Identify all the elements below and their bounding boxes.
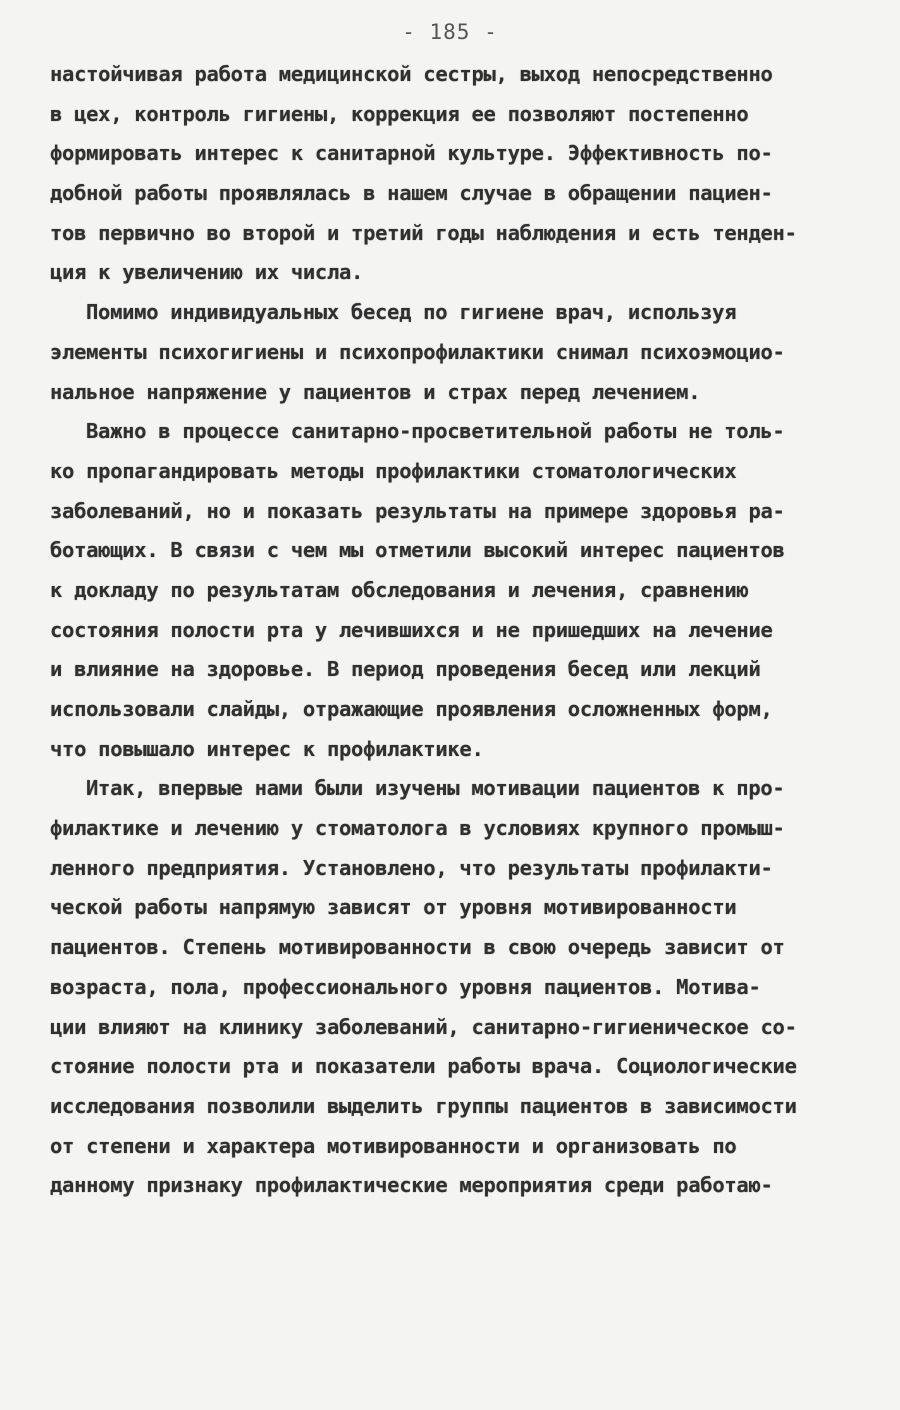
text-line: ция к увеличению их числа. [50, 260, 364, 285]
text-line: в цех, контроль гигиены, коррекция ее позволяют постепенно [50, 101, 749, 126]
text-line: ции влияют на клинику заболеваний, санитарно-гигиеническое со- [50, 1014, 797, 1039]
paragraph-start-line: Важно в процессе санитарно-просветительной работы не толь- [86, 419, 785, 444]
body-text [50, 55, 850, 1206]
text-line: пациентов. Степень мотивированности в свою очередь зависит от [50, 935, 785, 960]
text-line: филактике и лечению у стоматолога в условиях крупного промыш- [50, 816, 785, 841]
text-line: ботающих. В связи с чем мы отметили высокий интерес пациентов [50, 538, 785, 563]
text-line: нальное напряжение у пациентов и страх перед лечением. [50, 379, 701, 404]
text-line: элементы психогигиены и психопрофилактики снимал психоэмоцио- [50, 339, 785, 364]
text-line: возраста, пола, профессионального уровня пациентов. Мотива- [50, 974, 761, 999]
page-number: - 185 - [402, 20, 498, 44]
text-line: формировать интерес к санитарной культуре. Эффективность по- [50, 141, 773, 166]
text-line: к докладу по результатам обследования и лечения, сравнению [50, 577, 749, 602]
paragraph-start-line: Итак, впервые нами были изучены мотивации пациентов к про- [86, 776, 785, 801]
text-line: ческой работы напрямую зависят от уровня мотивированности [50, 895, 737, 920]
text-line: использовали слайды, отражающие проявления осложненных форм, [50, 697, 773, 721]
text-line: тов первично во второй и третий годы наблюдения и есть тенден- [50, 220, 797, 245]
paragraph-start-line: Помимо индивидуальных бесед по гигиене врач, используя [86, 300, 737, 325]
text-line: состояния полости рта у лечившихся и не пришедших на лечение [50, 617, 773, 642]
text-line: добной работы проявлялась в нашем случае в обращении пациен- [50, 181, 773, 206]
text-line: заболеваний, но и показать результаты на примере здоровья ра- [50, 498, 785, 523]
text-line: ленного предприятия. Установлено, что результаты профилакти- [50, 855, 773, 880]
text-line: данному признаку профилактические мероприятия среди работаю- [50, 1173, 773, 1198]
text-line: что повышало интерес к профилактике. [50, 736, 484, 761]
text-line: исследования позволили выделить группы пациентов в зависимости [50, 1093, 797, 1118]
text-line: и влияние на здоровье. В период проведения бесед или лекций [50, 657, 761, 682]
text-line: от степени и характера мотивированности и организовать по [50, 1133, 737, 1158]
text-line: настойчивая работа медицинской сестры, выход непосредственно [50, 62, 773, 86]
text-line: ко пропагандировать методы профилактики стоматологических [50, 458, 737, 483]
text-line: стояние полости рта и показатели работы врача. Социологические [50, 1054, 797, 1079]
